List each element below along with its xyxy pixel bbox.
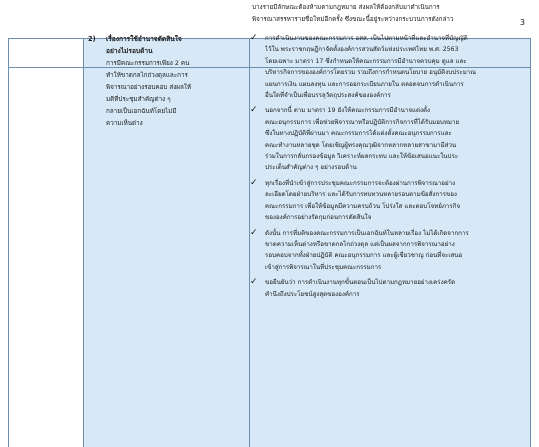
bullet-line: ซึ่งในทางปฏิบัติที่ผ่านมา คณะกรรมการได้แต่งตั้งคณะอนุกรรมการและ: [265, 130, 452, 138]
bullet-line: ขอยืนยันว่า การดำเนินงานทุกขั้นตอนเป็นไปตามกฎหมายอย่างเคร่งครัด: [265, 279, 456, 287]
bullet-item: [250, 33, 520, 101]
response-bullet-list: [250, 33, 520, 304]
description-line: ทำให้ขาดกลไกถ่วงดุลและการ: [106, 72, 188, 79]
table-first-column: [9, 39, 83, 447]
bullet-line: โดยเฉพาะ มาตรา 17 ซึ่งกำหนดให้คณะกรรมการมีอำนาจควบคุม ดูแล และ: [265, 57, 467, 65]
description-line: กลายเป็นเอกฉันท์โดยไม่มี: [106, 108, 177, 115]
bullet-line: ขาดความเห็นต่างหรือขาดกลไกถ่วงดุล แต่เป็นผลจากการพิจารณาอย่าง: [265, 240, 455, 248]
continuation-text: [252, 2, 516, 25]
bullet-line: ดังนั้น การที่มติของคณะกรรมการเป็นเอกฉันท์ในหลายเรื่อง ไม่ได้เกิดจากการ: [265, 229, 469, 237]
section-title-line: เรื่องการใช้อำนาจตัดสินใจ: [106, 35, 182, 43]
bullet-line: แผนการเงิน แผนลงทุน และการออกระเบียบภายใน ตลอดจนการดำเนินการ: [265, 80, 464, 88]
bullet-line: คณะกรรมการ เพื่อให้ข้อมูลมีความครบถ้วน โปร่งใส และตอบโจทย์ภารกิจ: [265, 202, 461, 210]
bullet-line: คำนึงถึงประโยชน์สูงสุดขององค์การ: [265, 290, 360, 298]
page-number: 3: [519, 18, 525, 27]
bullet-line: เข้าสู่การพิจารณาในที่ประชุมคณะกรรมการ: [265, 263, 382, 271]
section-title: [106, 33, 182, 57]
bullet-line: การดำเนินงานของคณะกรรมการ อสส. เป็นไปตามหน้าที่และอำนาจที่บัญญัติ: [265, 35, 468, 42]
column-divider: [83, 39, 84, 447]
bullet-item: [250, 105, 520, 173]
section-description: [106, 58, 238, 130]
bullet-line: ไว้ใน พระราชกฤษฎีกาจัดตั้งองค์การสวนสัตว์แห่งประเทศไทย พ.ศ. 2563: [265, 46, 459, 54]
bullet-line: บริหารกิจการขององค์การโดยรวม รวมถึงการกำหนดนโยบาย อนุมัติงบประมาณ: [265, 69, 477, 77]
description-line: ความเห็นต่าง: [106, 120, 143, 127]
checkmark-icon: ✓: [250, 277, 258, 288]
bullet-item: [250, 228, 520, 274]
bullet-line: รอบคอบจากทั้งฝ่ายปฏิบัติ คณะอนุกรรมการ และผู้เชี่ยวชาญ ก่อนที่จะเสนอ: [265, 252, 463, 260]
bullet-line: ขององค์การอย่างรัดกุมก่อนการตัดสินใจ: [265, 214, 372, 222]
section-number: 2): [88, 35, 96, 43]
checkmark-icon: ✓: [250, 227, 258, 238]
bullet-line: ละเอียดโดยฝ่ายบริหาร และได้รับการทบทวนหลายรอบตามข้อสั่งการของ: [265, 191, 457, 199]
bullet-line: ประเด็นสำคัญต่าง ๆ อย่างรอบด้าน: [265, 164, 357, 172]
bullet-line: นอกจากนี้ ตาม มาตรา 19 ยังให้คณะกรรมการมีอำนาจแต่งตั้ง: [265, 107, 431, 115]
checkmark-icon: ✓: [250, 105, 258, 116]
bullet-item: [250, 277, 520, 300]
checkmark-icon: ✓: [250, 177, 258, 188]
description-line: มติที่ประชุมสำคัญต่าง ๆ: [106, 96, 171, 103]
continuation-line: พิจารณาสรรหารายชื่อใหม่อีกครั้ง ซึ่งขณะนี้อยู่ระหว่างกระบวนการดังกล่าว: [252, 15, 454, 23]
section-title-line: อย่างไม่รอบด้าน: [106, 47, 153, 55]
bullet-line: อื่นใดที่จำเป็นเพื่อบรรลุวัตถุประสงค์ขององค์การ: [265, 92, 391, 100]
continuation-line: บางรายมีลักษณะต้องห้ามตามกฎหมาย ส่งผลให้ต้องกลับมาดำเนินการ: [252, 4, 440, 11]
bullet-line: ทุกเรื่องที่นำเข้าสู่การประชุมคณะกรรมการจะต้องผ่านการพิจารณาอย่าง: [265, 179, 456, 187]
checkmark-icon: ✓: [250, 33, 258, 43]
bullet-line: ร่วมในการกลั่นกรองข้อมูล วิเคราะห์ผลกระทบ และให้ข้อเสนอแนะในประ: [265, 153, 459, 161]
bullet-line: คณะทำงานหลายชุด โดยเชิญผู้ทรงคุณวุฒิจากหลากหลายสาขามามีส่วน: [265, 141, 457, 149]
bullet-line: คณะอนุกรรมการ เพื่อช่วยพิจารณาหรือปฏิบัติการกิจการที่ได้รับมอบหมาย: [265, 118, 460, 126]
bullet-item: [250, 178, 520, 224]
description-line: การมีคณะกรรมการเพียง 2 คน: [106, 60, 190, 67]
description-line: พิจารณาอย่างรอบคอบ ส่งผลให้: [106, 84, 192, 91]
